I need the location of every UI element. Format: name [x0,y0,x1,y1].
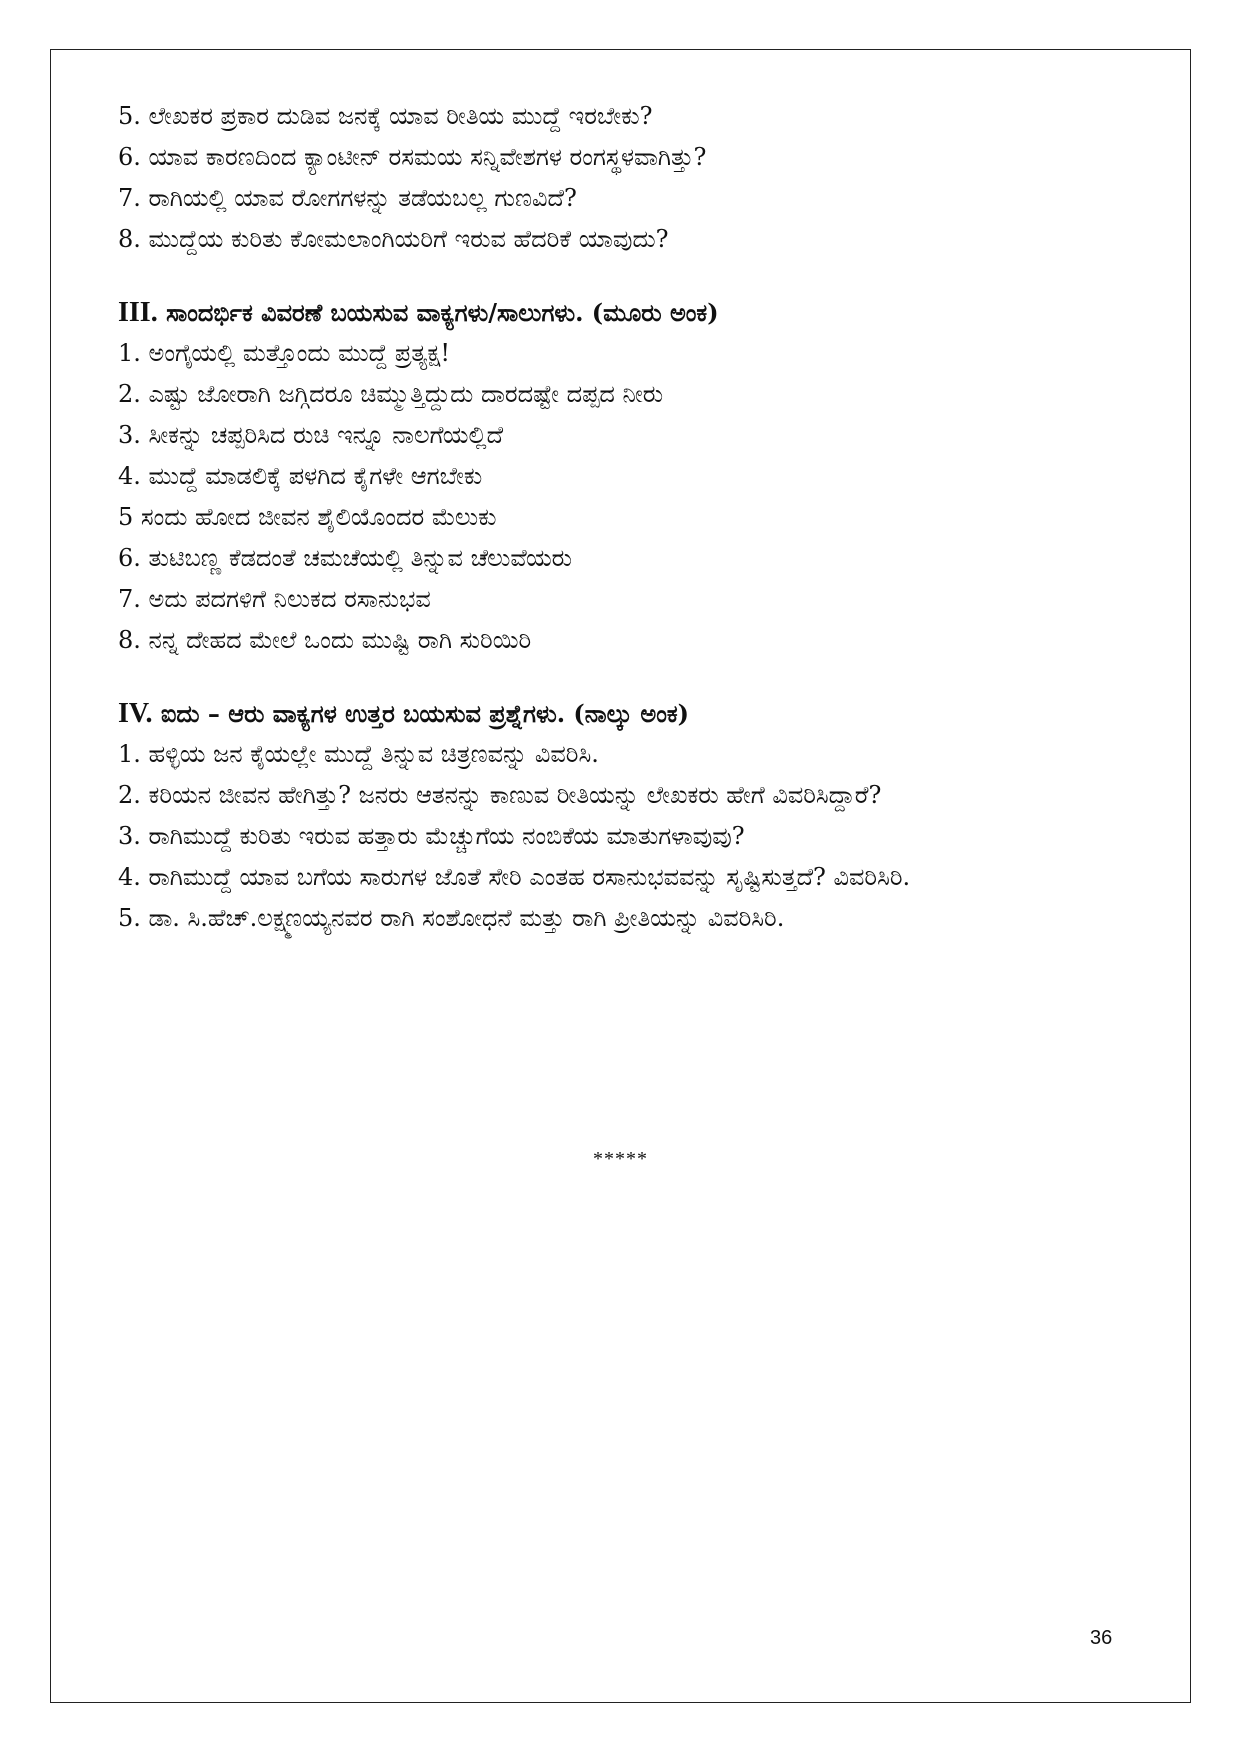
list-item: 6. ಯಾವ ಕಾರಣದಿಂದ ಕ್ಯಾಂಟೀನ್ ರಸಮಯ ಸನ್ನಿವೇಶಗಳ ರಂಗಸ್ಥಳವಾಗಿತ್ತು? [118,143,707,171]
section-title: ಸಾಂದರ್ಭಿಕ ವಿವರಣೆ ಬಯಸುವ ವಾಕ್ಯಗಳು/ಸಾಲುಗಳು. (ಮೂರು ಅಂಕ) [166,298,719,327]
page-number: 36 [1090,1627,1113,1649]
list-item: 6. ತುಟಿಬಣ್ಣ ಕೆಡದಂತೆ ಚಮಚೆಯಲ್ಲಿ ತಿನ್ನುವ ಚೆಲುವೆಯರು [118,544,572,572]
list-item: 2. ಕರಿಯನ ಜೀವನ ಹೇಗಿತ್ತು? ಜನರು ಆತನನ್ನು ಕಾಣುವ ರೀತಿಯನ್ನು ಲೇಖಕರು ಹೇಗೆ ವಿವರಿಸಿದ್ದಾರೆ? [118,781,882,809]
section-iii-list [118,333,1138,661]
list-item: 8. ಮುದ್ದೆಯ ಕುರಿತು ಕೋಮಲಾಂಗಿಯರಿಗೆ ಇರುವ ಹೆದರಿಕೆ ಯಾವುದು? [118,225,669,253]
section-iv-list [118,734,1138,939]
list-item: 5. ಲೇಖಕರ ಪ್ರಕಾರ ದುಡಿವ ಜನಕ್ಕೆ ಯಾವ ರೀತಿಯ ಮುದ್ದೆ ಇರಬೇಕು? [118,102,653,130]
page-content [118,96,1138,939]
section-numeral: III. [118,297,158,328]
list-item: 1. ಅಂಗೈಯಲ್ಲಿ ಮತ್ತೊಂದು ಮುದ್ದೆ ಪ್ರತ್ಯಕ್ಷ! [118,339,451,367]
list-item: 2. ಎಷ್ಟು ಜೋರಾಗಿ ಜಗ್ಗಿದರೂ ಚಿಮ್ಮುತ್ತಿದ್ದುದು ದಾರದಷ್ಟೇ ದಪ್ಪದ ನೀರು [118,380,664,408]
end-marker: ***** [593,1148,648,1170]
list-item: 4. ಮುದ್ದೆ ಮಾಡಲಿಕ್ಕೆ ಪಳಗಿದ ಕೈಗಳೇ ಆಗಬೇಕು [118,462,483,490]
list-item: 5 ಸಂದು ಹೋದ ಜೀವನ ಶೈಲಿಯೊಂದರ ಮೆಲುಕು [118,503,497,531]
list-item: 1. ಹಳ್ಳಿಯ ಜನ ಕೈಯಲ್ಲೇ ಮುದ್ದೆ ತಿನ್ನುವ ಚಿತ್ರಣವನ್ನು ವಿವರಿಸಿ. [118,740,599,768]
section-heading [118,292,1138,333]
list-item: 7. ರಾಗಿಯಲ್ಲಿ ಯಾವ ರೋಗಗಳನ್ನು ತಡೆಯಬಲ್ಲ ಗುಣವಿದೆ? [118,184,577,212]
section-heading [118,693,1138,734]
section-iii [118,292,1138,661]
list-item: 7. ಅದು ಪದಗಳಿಗೆ ನಿಲುಕದ ರಸಾನುಭವ [118,585,431,613]
list-item: 3. ರಾಗಿಮುದ್ದೆ ಕುರಿತು ಇರುವ ಹತ್ತಾರು ಮೆಚ್ಚುಗೆಯ ನಂಬಿಕೆಯ ಮಾತುಗಳಾವುವು? [118,822,745,850]
continued-question-list [118,96,1138,260]
list-item: 3. ಸೀಕನ್ನು ಚಪ್ಪರಿಸಿದ ರುಚಿ ಇನ್ನೂ ನಾಲಗೆಯಲ್ಲಿದೆ [118,421,504,449]
section-numeral: IV. [118,698,153,729]
list-item: 5. ಡಾ. ಸಿ.ಹೆಚ್.ಲಕ್ಷ್ಮಣಯ್ಯನವರ ರಾಗಿ ಸಂಶೋಧನೆ ಮತ್ತು ರಾಗಿ ಪ್ರೀತಿಯನ್ನು ವಿವರಿಸಿರಿ. [118,904,785,932]
list-item: 8. ನನ್ನ ದೇಹದ ಮೇಲೆ ಒಂದು ಮುಷ್ಟಿ ರಾಗಿ ಸುರಿಯಿರಿ [118,626,532,654]
list-item: 4. ರಾಗಿಮುದ್ದೆ ಯಾವ ಬಗೆಯ ಸಾರುಗಳ ಜೊತೆ ಸೇರಿ ಎಂತಹ ರಸಾನುಭವವನ್ನು ಸೃಷ್ಟಿಸುತ್ತದೆ? ವಿವರಿಸಿರಿ. [118,863,911,891]
section-title: ಐದು – ಆರು ವಾಕ್ಯಗಳ ಉತ್ತರ ಬಯಸುವ ಪ್ರಶ್ನೆಗಳು. (ನಾಲ್ಕು ಅಂಕ) [160,699,690,728]
section-iv [118,693,1138,939]
